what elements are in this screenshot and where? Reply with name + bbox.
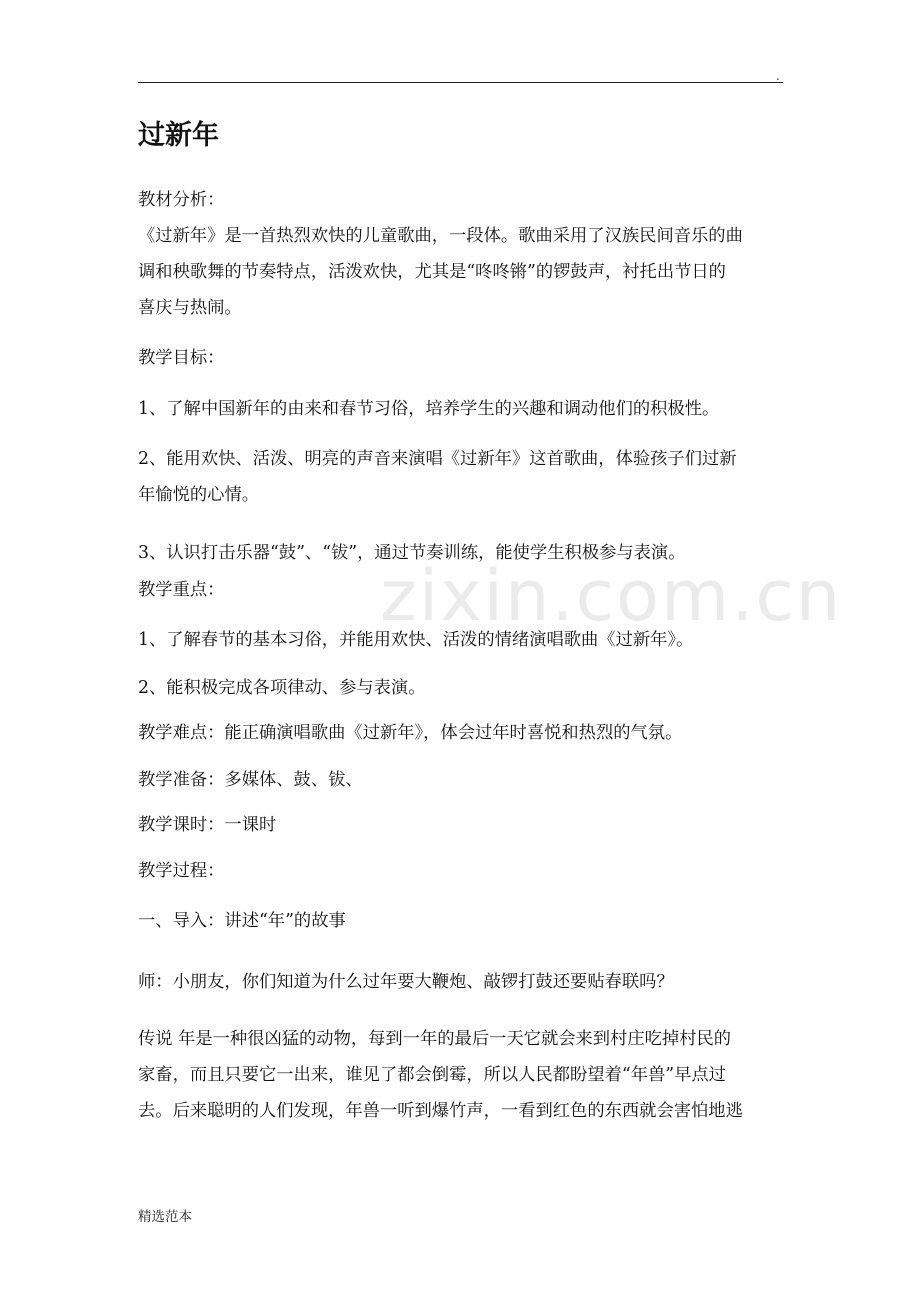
objective-item-continuation: 年愉悦的心情。 (138, 485, 259, 505)
paragraph-line: 去。后来聪明的人们发现，年兽一听到爆竹声，一看到红色的东西就会害怕地逃 (138, 1101, 743, 1121)
preparation-line: 教学准备：多媒体、鼓、钹、 (138, 770, 363, 790)
section-heading-objectives: 教学目标： (138, 348, 225, 368)
objective-item: 1、了解中国新年的由来和春节习俗，培养学生的兴趣和调动他们的积极性。 (138, 399, 720, 419)
objective-item: 3、认识打击乐器“鼓”、“钹”，通过节奏训练，能使学生积极参与表演。 (138, 543, 686, 563)
footer-label: 精选范本 (138, 1209, 192, 1225)
key-point-item: 1、了解春节的基本习俗，并能用欢快、活泼的情绪演唱歌曲《过新年》。 (138, 630, 694, 650)
difficulty-line: 教学难点：能正确演唱歌曲《过新年》，体会过年时喜悦和热烈的气氛。 (138, 723, 683, 743)
header-rule (138, 82, 783, 83)
header-mark: . (776, 69, 780, 83)
objective-item: 2、能用欢快、活泼、明亮的声音来演唱《过新年》这首歌曲，体验孩子们过新 (138, 449, 737, 469)
section-heading-materials: 教材分析： (138, 190, 225, 210)
paragraph-line: 《过新年》是一首热烈欢快的儿童歌曲，一段体。歌曲采用了汉族民间音乐的曲 (138, 226, 743, 246)
paragraph-line: 喜庆与热闹。 (138, 298, 242, 318)
process-step: 一、导入：讲述“年”的故事 (138, 911, 346, 931)
paragraph-line: 家畜，而且只要它一出来，谁见了都会倒霉，所以人民都盼望着“年兽”早点过 (138, 1065, 726, 1085)
document-title: 过新年 (138, 120, 219, 151)
key-point-item: 2、能积极完成各项律动、参与表演。 (138, 678, 426, 698)
lesson-hours-line: 教学课时：一课时 (138, 815, 277, 835)
watermark: zixin.com.cn (380, 555, 843, 637)
section-heading-key-points: 教学重点： (138, 580, 225, 600)
paragraph-line: 师：小朋友，你们知道为什么过年要大鞭炮、敲锣打鼓还要贴春联吗？ (138, 972, 674, 992)
paragraph-line: 传说 年是一种很凶猛的动物，每到一年的最后一天它就会来到村庄吃掉村民的 (138, 1029, 732, 1049)
section-heading-process: 教学过程： (138, 861, 225, 881)
paragraph-line: 调和秧歌舞的节奏特点，活泼欢快，尤其是“咚咚锵”的锣鼓声，衬托出节日的 (138, 262, 726, 282)
